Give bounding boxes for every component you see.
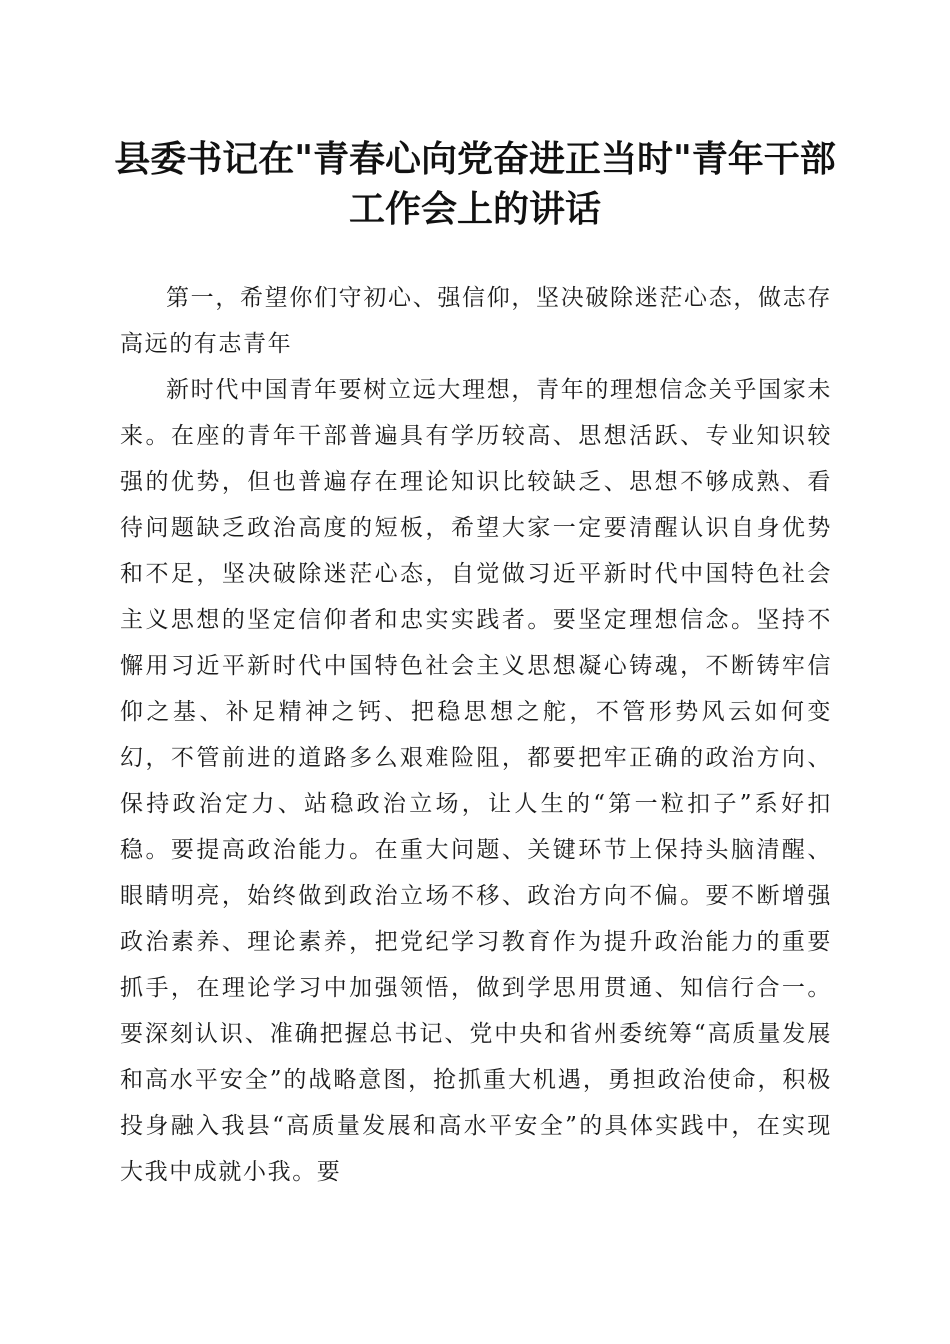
document-body [120,275,832,1195]
document-title: 县委书记在"青春心向党奋进正当时"青年干部工作会上的讲话 [114,138,836,230]
body-paragraph: 新时代中国青年要树立远大理想，青年的理想信念关乎国家未来。在座的青年干部普遍具有学历较高、思想活跃、专业知识较强的优势，但也普遍存在理论知识比较缺乏、思想不够成熟、看待问题缺乏政治高度的短板，希望大家一定要清醒认识自身优势和不足，坚决破除迷茫心态，自觉做习近平新时代中国特色社会主义思想的坚定信仰者和忠实实践者。要坚定理想信念。坚持不懈用习近平新时代中国特色社会主义思想凝心铸魂，不断铸牢信仰之基、补足精神之钙、把稳思想之舵，不管形势风云如何变幻，不管前进的道路多么艰难险阻，都要把牢正确的政治方向、保持政治定力、站稳政治立场，让人生的“第一粒扣子”系好扣稳。要提高政治能力。在重大问题、关键环节上保持头脑清醒、眼睛明亮，始终做到政治立场不移、政治方向不偏。要不断增强政治素养、理论素养，把党纪学习教育作为提升政治能力的重要抓手，在理论学习中加强领悟，做到学思用贯通、知信行合一。要深刻认识、准确把握总书记、党中央和省州委统筹“高质量发展和高水平安全”的战略意图，抢抓重大机遇，勇担政治使命，积极投身融入我县“高质量发展和高水平安全”的具体实践中，在实现大我中成就小我。要 [120,377,832,1185]
section-heading-paragraph: 第一，希望你们守初心、强信仰，坚决破除迷茫心态，做志存高远的有志青年 [120,285,832,357]
